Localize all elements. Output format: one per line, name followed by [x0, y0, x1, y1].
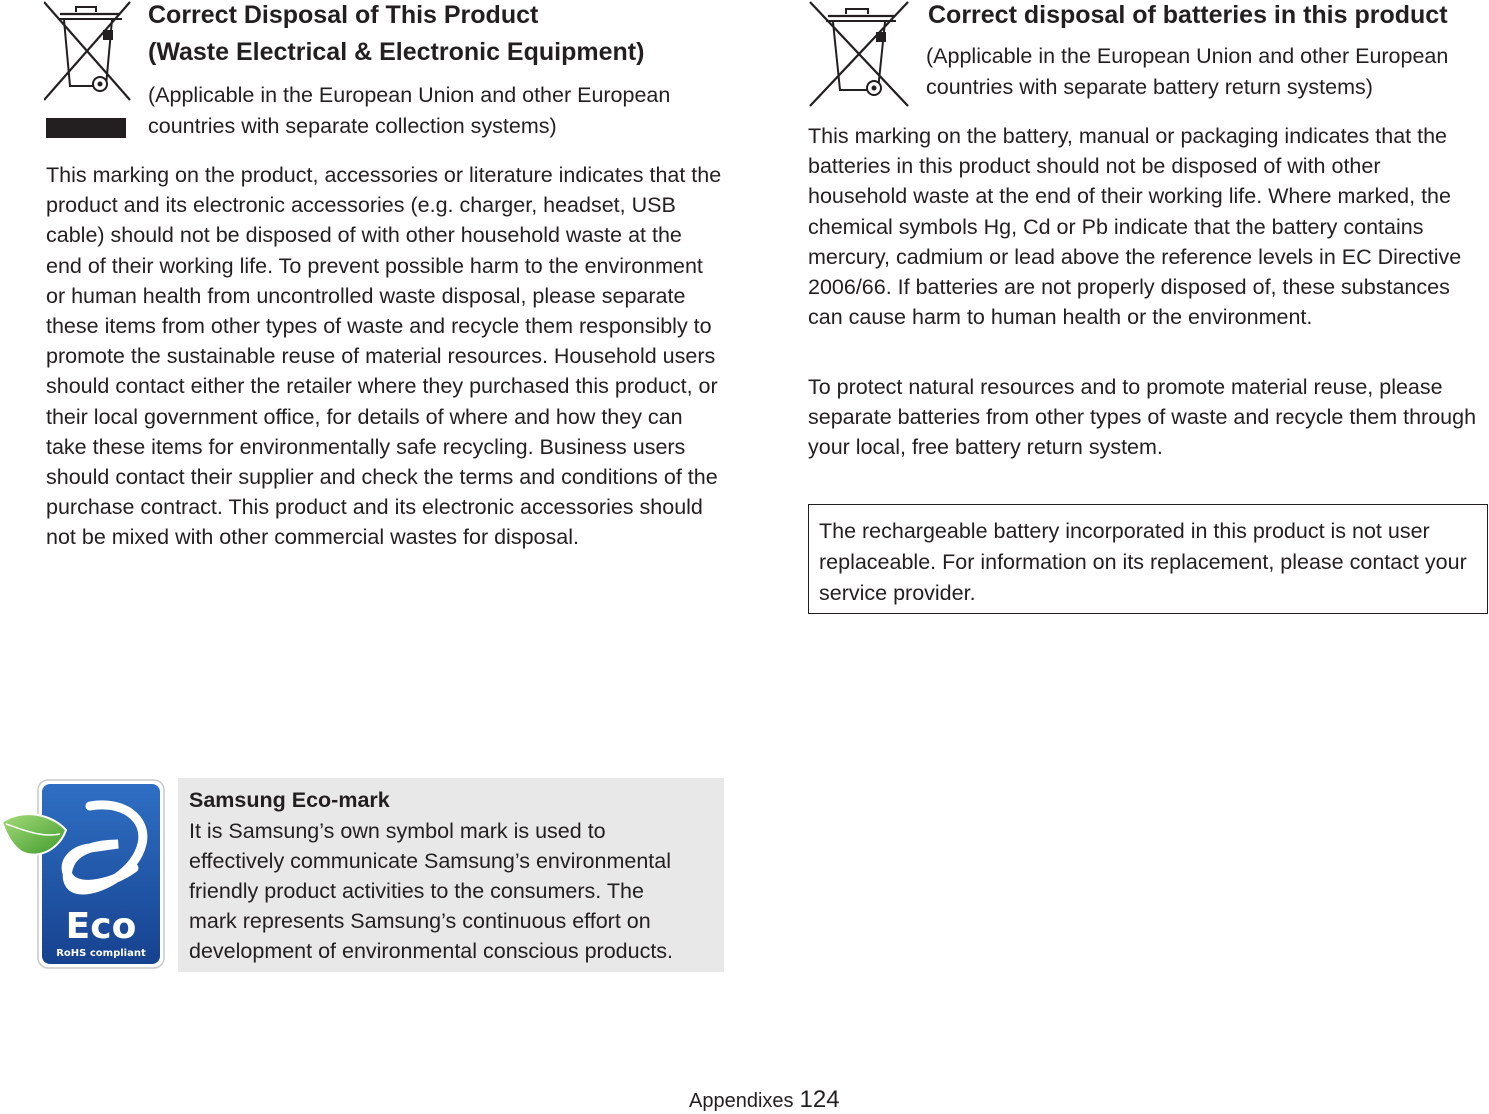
weee-title-line1: Correct Disposal of This Product	[148, 1, 539, 29]
page-number: 124	[799, 1086, 840, 1113]
weee-applicability: (Applicable in the European Union and other European countries with separate collection systems)	[148, 83, 671, 138]
eco-logo-text: Eco	[65, 906, 137, 947]
eco-mark-panel	[178, 778, 724, 972]
battery-body-1: This marking on the battery, manual or packaging indicates that the batteries in this product should not be disposed of with other household waste at the end of their working life. Where marked, the chemical symbols Hg, Cd or Pb indicate that the battery contains mercury, cadmium or lead above the reference levels in EC Directive 2006/66. If batteries are not properly disposed of, these substances can cause harm to human health or the environment.	[808, 124, 1462, 330]
weee-bin-icon	[44, 0, 134, 140]
footer-section: Appendixes	[689, 1090, 794, 1112]
eco-mark-title: Samsung Eco-mark	[189, 788, 390, 812]
battery-body-2: To protect natural resources and to promote material reuse, please separate batteries from other types of waste and recycle them through your local, free battery return system.	[808, 375, 1477, 460]
page-footer	[689, 1088, 840, 1113]
battery-title: Correct disposal of batteries in this product	[928, 1, 1448, 29]
battery-note-text: The rechargeable battery incorporated in this product is not user replaceable. For information on its replacement, please contact your service provider.	[819, 519, 1467, 605]
battery-applicability: (Applicable in the European Union and other European countries with separate battery return systems)	[926, 44, 1449, 99]
battery-replacement-note	[808, 504, 1488, 614]
weee-title-line2: (Waste Electrical & Electronic Equipment)	[148, 38, 645, 66]
eco-mark-body: It is Samsung’s own symbol mark is used to effectively communicate Samsung’s environmental friendly product activities to the consumers. The mark represents Samsung’s continuous effort on development of environmental conscious products.	[189, 819, 674, 963]
eco-logo-subtext: RoHS compliant	[56, 948, 146, 959]
weee-body: This marking on the product, accessories or literature indicates that the product and its electronic accessories (e.g. charger, headset, USB cable) should not be disposed of with other household waste at the end of their working life. To prevent possible harm to the environment or human health from uncontrolled waste disposal, please separate these items from other types of waste and recycle them responsibly to promote the sustainable reuse of material resources. Household users should contact either the retailer where they purchased this product, or their local government office, for details of where and how they can take these items for environmentally safe recycling. Business users should contact their supplier and check the terms and conditions of the purchase contract. This product and its electronic accessories should not be mixed with other commercial wastes for disposal.	[46, 163, 722, 550]
battery-bin-icon	[808, 0, 912, 108]
samsung-eco-mark-logo	[0, 778, 168, 970]
